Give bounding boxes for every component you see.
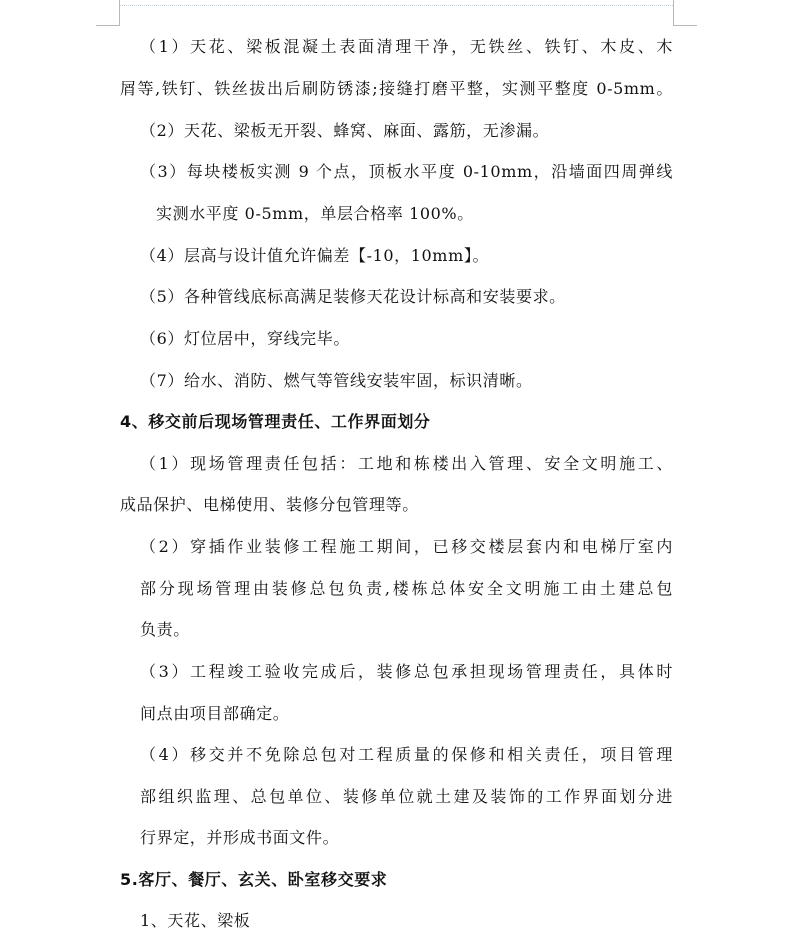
paragraph-line: 行界定，并形成书面文件。	[140, 828, 340, 847]
paragraph-line: （1）天花、梁板混凝土表面清理干净，无铁丝、铁钉、木皮、木	[140, 37, 673, 56]
page-corner-mark-right	[673, 0, 697, 26]
paragraph-line: 间点由项目部确定。	[140, 704, 290, 723]
paragraph-line: 实测水平度 0-5mm，单层合格率 100%。	[156, 204, 474, 223]
paragraph-line: 负责。	[140, 620, 190, 639]
paragraph-line: 成品保护、电梯使用、装修分包管理等。	[120, 495, 419, 514]
paragraph-line: 部分现场管理由装修总包负责,楼栋总体安全文明施工由土建总包	[140, 579, 673, 598]
paragraph-line: 1、天花、梁板	[140, 911, 251, 930]
paragraph-line: （2）穿插作业装修工程施工期间，已移交楼层套内和电梯厅室内	[140, 537, 673, 556]
paragraph-line: （4）层高与设计值允许偏差【-10，10mm】。	[140, 246, 490, 265]
section-heading: 4、移交前后现场管理责任、工作界面划分	[120, 412, 431, 431]
paragraph-line: 部组织监理、总包单位、装修单位就土建及装饰的工作界面划分进	[140, 787, 673, 806]
paragraph-line: 屑等,铁钉、铁丝拔出后刷防锈漆;接缝打磨平整，实测平整度 0-5mm。	[120, 79, 673, 98]
paragraph-line: （5）各种管线底标高满足装修天花设计标高和安装要求。	[140, 287, 566, 306]
header-guide-line	[120, 5, 673, 6]
page-corner-mark-left	[96, 0, 120, 26]
paragraph-line: （4）移交并不免除总包对工程质量的保修和相关责任，项目管理	[140, 745, 673, 764]
paragraph-line: （2）天花、梁板无开裂、蜂窝、麻面、露筋，无渗漏。	[140, 121, 550, 140]
paragraph-line: （7）给水、消防、燃气等管线安装牢固，标识清晰。	[140, 371, 533, 390]
section-heading: 5.客厅、餐厅、玄关、卧室移交要求	[120, 870, 388, 889]
paragraph-line: （1）现场管理责任包括：工地和栋楼出入管理、安全文明施工、	[140, 454, 673, 473]
paragraph-line: （3）每块楼板实测 9 个点，顶板水平度 0-10mm，沿墙面四周弹线	[140, 162, 673, 181]
paragraph-line: （3）工程竣工验收完成后，装修总包承担现场管理责任，具体时	[140, 662, 673, 681]
paragraph-line: （6）灯位居中，穿线完毕。	[140, 329, 350, 348]
